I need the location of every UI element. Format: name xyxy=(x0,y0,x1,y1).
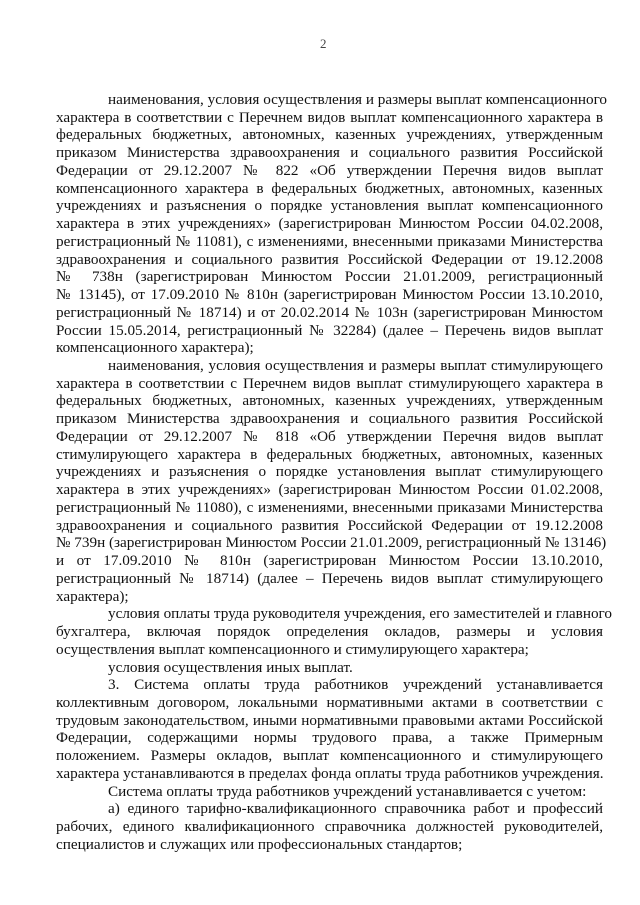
text-line: характера в этих учреждениях» (зарегистрирован Минюстом России 04.02.2008, xyxy=(56,215,603,233)
text-line: регистрационный № 18714) (далее – Перечень видов выплат стимулирующего xyxy=(56,569,603,587)
text-line: здравоохранения и социального развития Российской Федерации от 19.12.2008 xyxy=(56,250,603,268)
text-line: учреждениях и разъяснения о порядке установления выплат компенсационного xyxy=(56,197,603,215)
text-line: условия осуществления иных выплат. xyxy=(108,658,353,676)
text-line: характера); xyxy=(56,587,129,605)
text-line: здравоохранения и социального развития Российской Федерации от 19.12.2008 xyxy=(56,516,603,534)
text-line: и от 17.09.2010 № 810н (зарегистрирован Минюстом России 13.10.2010, xyxy=(56,552,603,570)
text-line: трудовым законодательством, иными нормативными правовыми актами Российской xyxy=(56,711,603,729)
text-line: положением. Размеры окладов, выплат компенсационного и стимулирующего xyxy=(56,747,603,765)
text-line: Федерации от 29.12.2007 № 818 «Об утверждении Перечня видов выплат xyxy=(56,427,603,445)
text-line: № 13145), от 17.09.2010 № 810н (зарегистрирован Минюстом России 13.10.2010, xyxy=(56,286,603,304)
text-line: характера в этих учреждениях» (зарегистрирован Минюстом России 01.02.2008, xyxy=(56,481,603,499)
text-line: регистрационный № 11080), с изменениями, внесенными приказами Министерства xyxy=(56,498,603,516)
paragraph xyxy=(56,676,603,782)
text-line: № 738н (зарегистрирован Минюстом России 21.01.2009, регистрационный xyxy=(56,268,603,286)
text-line: бухгалтера, включая порядок определения окладов, размеры и условия xyxy=(56,623,603,641)
text-line: компенсационного характера в федеральных бюджетных, автономных, казенных xyxy=(56,179,603,197)
text-line: приказом Министерства здравоохранения и социального развития Российской xyxy=(56,144,603,162)
text-line: характера в соответствии с Перечнем видов выплат компенсационного характера в xyxy=(56,108,603,126)
text-line: федеральных бюджетных, автономных, казенных учреждениях, утвержденным xyxy=(56,392,603,410)
text-line: стимулирующего характера в федеральных бюджетных, автономных, казенных xyxy=(56,445,603,463)
text-line: а) единого тарифно-квалификационного справочника работ и профессий xyxy=(108,800,603,818)
document-body xyxy=(56,91,612,854)
paragraph xyxy=(56,605,612,658)
text-line: № 739н (зарегистрирован Минюстом России 21.01.2009, регистрационный № 13146) xyxy=(56,534,607,552)
text-line: характера устанавливаются в пределах фонда оплаты труда работников учреждения. xyxy=(56,764,604,782)
text-line: наименования, условия осуществления и размеры выплат компенсационного xyxy=(108,91,608,108)
paragraph xyxy=(56,659,603,677)
paragraph xyxy=(56,357,607,605)
paragraph xyxy=(56,800,603,853)
text-line: компенсационного характера); xyxy=(56,339,254,357)
text-line: 3. Система оплаты труда работников учреждений устанавливается xyxy=(108,676,603,694)
text-line: Система оплаты труда работников учреждений устанавливается с учетом: xyxy=(108,782,587,800)
text-line: приказом Министерства здравоохранения и социального развития Российской xyxy=(56,410,603,428)
paragraph xyxy=(56,91,608,357)
text-line: Федерации от 29.12.2007 № 822 «Об утверждении Перечня видов выплат xyxy=(56,161,603,179)
text-line: Федерации, содержащими нормы трудового права, а также Примерным xyxy=(56,729,603,747)
text-line: учреждениях и разъяснения о порядке установления выплат стимулирующего xyxy=(56,463,603,481)
text-line: коллективным договором, локальными нормативными актами в соответствии с xyxy=(56,693,603,711)
page-number: 2 xyxy=(320,36,327,51)
text-line: осуществления выплат компенсационного и стимулирующего характера; xyxy=(56,640,529,658)
text-line: специалистов и служащих или профессиональных стандартов; xyxy=(56,835,463,853)
text-line: рабочих, единого квалификационного справочника должностей руководителей, xyxy=(56,818,603,836)
text-line: регистрационный № 11081), с изменениями, внесенными приказами Министерства xyxy=(56,232,603,250)
text-line: России 15.05.2014, регистрационный № 32284) (далее – Перечень видов выплат xyxy=(56,321,603,339)
text-line: федеральных бюджетных, автономных, казенных учреждениях, утвержденным xyxy=(56,126,603,144)
text-line: регистрационный № 18714) и от 20.02.2014 № 103н (зарегистрирован Минюстом xyxy=(56,303,603,321)
paragraph xyxy=(56,783,603,801)
text-line: наименования, условия осуществления и размеры выплат стимулирующего xyxy=(108,357,603,375)
text-line: условия оплаты труда руководителя учреждения, его заместителей и главного xyxy=(108,605,612,623)
text-line: характера в соответствии с Перечнем видов выплат стимулирующего характера в xyxy=(56,374,603,392)
